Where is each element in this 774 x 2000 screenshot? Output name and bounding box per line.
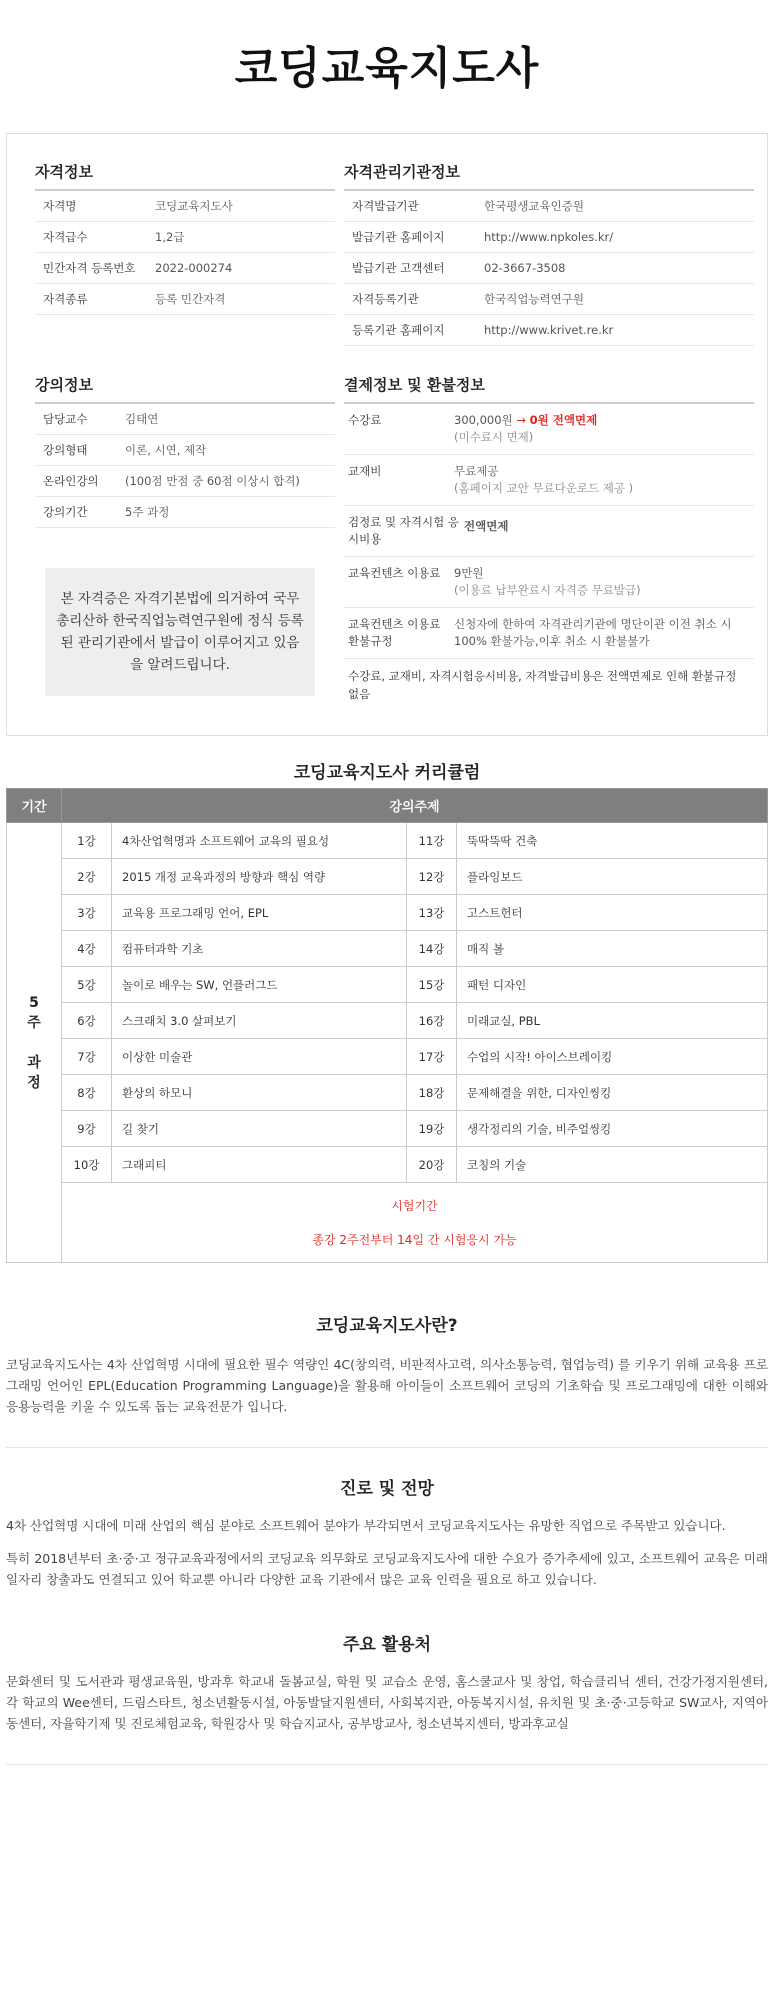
career-text-2: 특히 2018년부터 초·중·고 정규교육과정에서의 코딩교육 의무화로 코딩교육지도사에 대한 수요가 증가추세에 있고, 소프트웨어 교육은 미래 일자리 창출과도 연결되고 있어 학교뿐 아니라 다양한 교육 기관에서 많은 교육 인력을 필요로 하고 있습니다.: [6, 1551, 768, 1587]
usage-section: [0, 1630, 774, 1734]
period-char: 주: [27, 1014, 41, 1031]
kv-row: [35, 466, 335, 497]
kv-key: 자격명: [43, 199, 77, 213]
kv-value: 김태연: [125, 412, 159, 426]
col-header-period: 기간: [7, 789, 62, 823]
fee-free: 0원 전액면제: [529, 413, 598, 427]
lecture-num: 19강: [407, 1111, 457, 1147]
lecture-topic: 컴퓨터과학 기초: [112, 931, 407, 967]
exam-cell: [62, 1183, 768, 1263]
lecture-topic: 이상한 미술관: [112, 1039, 407, 1075]
lecture-num: 8강: [62, 1075, 112, 1111]
kv-key: 민간자격 등록번호: [43, 261, 136, 275]
payment-heading: 결제정보 및 환불정보: [344, 374, 754, 404]
kv-value: 1,2급: [155, 230, 185, 244]
material-sub: (홈페이지 교안 무료다운로드 제공 ): [454, 481, 634, 495]
lecture-topic: 뚝딱뚝딱 건축: [457, 823, 768, 859]
lecture-topic: 코칭의 기술: [457, 1147, 768, 1183]
lecture-num: 10강: [62, 1147, 112, 1183]
period-cell: [7, 823, 62, 1263]
org-info-heading: 자격관리기관정보: [344, 161, 754, 191]
kv-row: [344, 222, 754, 253]
kv-value: 5주 과정: [125, 505, 170, 519]
table-row: [7, 1039, 768, 1075]
kv-value: 등록 민간자격: [155, 292, 226, 306]
kv-key: 등록기관 홈페이지: [352, 323, 445, 337]
lecture-num: 7강: [62, 1039, 112, 1075]
kv-key: 자격등록기관: [352, 292, 419, 306]
lecture-num: 1강: [62, 823, 112, 859]
kv-value: 한국직업능력연구원: [484, 292, 584, 306]
lecture-num: 11강: [407, 823, 457, 859]
lecture-num: 20강: [407, 1147, 457, 1183]
lecture-num: 6강: [62, 1003, 112, 1039]
kv-value: 한국평생교육인증원: [484, 199, 584, 213]
kv-row: [344, 191, 754, 222]
org-info-section: [344, 161, 754, 346]
kv-row: [35, 253, 335, 284]
lecture-topic: 매직 볼: [457, 931, 768, 967]
lecture-num: 5강: [62, 967, 112, 1003]
table-row: [7, 931, 768, 967]
lecture-topic: 패턴 디자인: [457, 967, 768, 1003]
period-char: 정: [27, 1074, 41, 1091]
what-is-section: [0, 1311, 774, 1417]
kv-key: 발급기관 고객센터: [352, 261, 445, 275]
lecture-topic: 4차산업혁명과 소프트웨어 교육의 필요성: [112, 823, 407, 859]
table-row: [7, 895, 768, 931]
lecture-num: 2강: [62, 859, 112, 895]
table-row: [7, 1111, 768, 1147]
usage-text: 문화센터 및 도서관과 평생교육원, 방과후 학교내 돌봄교실, 학원 및 교습소 운영, 홈스쿨교사 및 창업, 학습클리닉 센터, 건강가정지원센터, 각 학교의 Wee센터, 드림스타트, 청소년활동시설, 아동발달지원센터, 사회복지관, 아동복지시설, 유치원 및 초·중·고등학교 SW교사, 지역아동센터, 자율학기제 및 진로체험교육, 학원강사 및 학습지교사, 공부방교사, 청소년복지센터, 방과후교실: [6, 1674, 768, 1731]
content-sub: (이용료 납부완료시 자격증 무료발급): [454, 583, 641, 597]
career-section: [0, 1474, 774, 1590]
curriculum-table: [6, 788, 768, 1263]
period-char: 과: [27, 1054, 41, 1071]
lecture-topic: 고스트헌터: [457, 895, 768, 931]
kv-value: 02-3667-3508: [484, 261, 566, 275]
pay-key: 교육컨텐츠 이용료 환불규정: [348, 617, 441, 648]
kv-value: 코딩교육지도사: [155, 199, 233, 213]
lecture-topic: 미래교실, PBL: [457, 1003, 768, 1039]
lecture-topic: 스크래치 3.0 살펴보기: [112, 1003, 407, 1039]
kv-row: [35, 222, 335, 253]
fee-sub: (미수료시 면제): [454, 430, 534, 444]
period-char: 5: [29, 994, 39, 1011]
kv-row: [35, 191, 335, 222]
kv-row: [344, 284, 754, 315]
period-char: [7, 1033, 61, 1053]
table-row: [7, 859, 768, 895]
kv-key: 발급기관 홈페이지: [352, 230, 445, 244]
lecture-info-heading: 강의정보: [35, 374, 335, 404]
exam-row: [7, 1183, 768, 1263]
info-box: [6, 133, 768, 736]
pay-key: 검정료 및 자격시험 응시비용: [348, 515, 459, 546]
lecture-topic: 교육용 프로그래밍 언어, EPL: [112, 895, 407, 931]
table-row: [7, 1003, 768, 1039]
page-title: 코딩교육지도사: [234, 43, 540, 94]
pay-row-fee: [344, 404, 754, 455]
pay-key: 교육컨텐츠 이용료: [348, 566, 441, 580]
table-row: [7, 1147, 768, 1183]
refund-value: 신청자에 한하여 자격관리기관에 명단이관 이전 취소 시 100% 환불가능,이후 취소 시 환불불가: [454, 617, 732, 648]
period-text: [7, 993, 61, 1093]
table-row: [7, 967, 768, 1003]
exam-value: 전액면제: [464, 519, 509, 533]
lecture-topic: 2015 개정 교육과정의 방향과 핵심 역량: [112, 859, 407, 895]
lecture-num: 4강: [62, 931, 112, 967]
kv-value: 이론, 시연, 제작: [125, 443, 207, 457]
lecture-topic: 수업의 시작! 아이스브레이킹: [457, 1039, 768, 1075]
lecture-info-section: [35, 374, 335, 696]
exam-title: 시험기간: [391, 1198, 438, 1213]
kv-row: [35, 435, 335, 466]
table-row: [7, 823, 768, 859]
lecture-topic: 문제해결을 위한, 디자인씽킹: [457, 1075, 768, 1111]
lecture-num: 17강: [407, 1039, 457, 1075]
career-title: 진로 및 전망: [340, 1479, 434, 1499]
lecture-num: 3강: [62, 895, 112, 931]
col-header-topic: 강의주제: [62, 789, 768, 823]
arrow-icon: →: [516, 413, 526, 427]
lecture-num: 18강: [407, 1075, 457, 1111]
pay-value: [454, 463, 633, 497]
lecture-num: 13강: [407, 895, 457, 931]
refund-note: 수강료, 교재비, 자격시험응시비용, 자격발급비용은 전액면제로 인해 환불규정 없음: [348, 669, 737, 701]
pay-row-material: [344, 455, 754, 506]
what-is-text: 코딩교육지도사는 4차 산업혁명 시대에 필요한 필수 역량인 4C(창의력, 비판적사고력, 의사소통능력, 협업능력) 를 키우기 위해 교육용 프로그래밍 언어인 EPL(Education Programming Language)을 활용해 아이들이 소프트웨어 코딩의 기초학습 및 프로그래밍에 대한 이해와응용능력을 키울 수 있도록 돕는 교육전문가 입니다.: [6, 1357, 768, 1414]
kv-row: [344, 315, 754, 346]
kv-key: 온라인강의: [43, 474, 99, 488]
kv-row: [344, 253, 754, 284]
lecture-num: 12강: [407, 859, 457, 895]
homepage-link[interactable]: http://www.npkoles.kr/: [484, 230, 614, 244]
pay-row-refund: [344, 608, 754, 659]
kv-key: 자격종류: [43, 292, 88, 306]
fee-price: 300,000원: [454, 413, 513, 427]
career-text-1: 4차 산업혁명 시대에 미래 산업의 핵심 분야로 소프트웨어 분야가 부각되면서 코딩교육지도사는 유망한 직업으로 주목받고 있습니다.: [6, 1518, 726, 1533]
pay-value: [454, 565, 641, 599]
lecture-num: 14강: [407, 931, 457, 967]
cert-info-heading: 자격정보: [35, 161, 335, 191]
kv-value: (100점 만점 중 60점 이상시 합격): [125, 474, 300, 488]
kv-key: 자격발급기관: [352, 199, 419, 213]
cert-info-section: [35, 161, 335, 315]
kv-key: 자격급수: [43, 230, 88, 244]
divider: [6, 1447, 768, 1448]
curriculum-title: 코딩교육지도사 커리큘럼: [293, 763, 481, 783]
lecture-topic: 환상의 하모니: [112, 1075, 407, 1111]
table-row: [7, 1075, 768, 1111]
kv-key: 강의기간: [43, 505, 88, 519]
lecture-num: 16강: [407, 1003, 457, 1039]
pay-row-content: [344, 557, 754, 608]
material-value: 무료제공: [454, 464, 499, 478]
homepage-link[interactable]: http://www.krivet.re.kr: [484, 323, 614, 337]
pay-key: 교재비: [348, 464, 382, 478]
payment-section: [344, 374, 754, 711]
lecture-num: 15강: [407, 967, 457, 1003]
kv-value: 2022-000274: [155, 261, 233, 275]
pay-row-exam: [344, 506, 754, 557]
content-value: 9만원: [454, 566, 484, 580]
lecture-topic: 놀이로 배우는 SW, 언플러그드: [112, 967, 407, 1003]
lecture-topic: 생각정리의 기술, 비주얼씽킹: [457, 1111, 768, 1147]
lecture-topic: 플라잉보드: [457, 859, 768, 895]
divider: [6, 1764, 768, 1765]
kv-row: [35, 284, 335, 315]
kv-row: [35, 497, 335, 528]
kv-key: 담당교수: [43, 412, 88, 426]
kv-row: [35, 404, 335, 435]
exam-desc: 종강 2주전부터 14일 간 시험응시 가능: [312, 1232, 517, 1247]
lecture-num: 9강: [62, 1111, 112, 1147]
notice-box: 본 자격증은 자격기본법에 의거하여 국무총리산하 한국직업능력연구원에 정식 등록된 관리기관에서 발급이 이루어지고 있음을 알려드립니다.: [45, 568, 315, 696]
pay-key: 수강료: [348, 413, 382, 427]
pay-value: [454, 412, 597, 446]
lecture-topic: 길 찾기: [112, 1111, 407, 1147]
lecture-topic: 그래피티: [112, 1147, 407, 1183]
what-is-title: 코딩교육지도사란?: [316, 1316, 458, 1336]
usage-title: 주요 활용처: [342, 1635, 432, 1655]
kv-key: 강의형태: [43, 443, 88, 457]
